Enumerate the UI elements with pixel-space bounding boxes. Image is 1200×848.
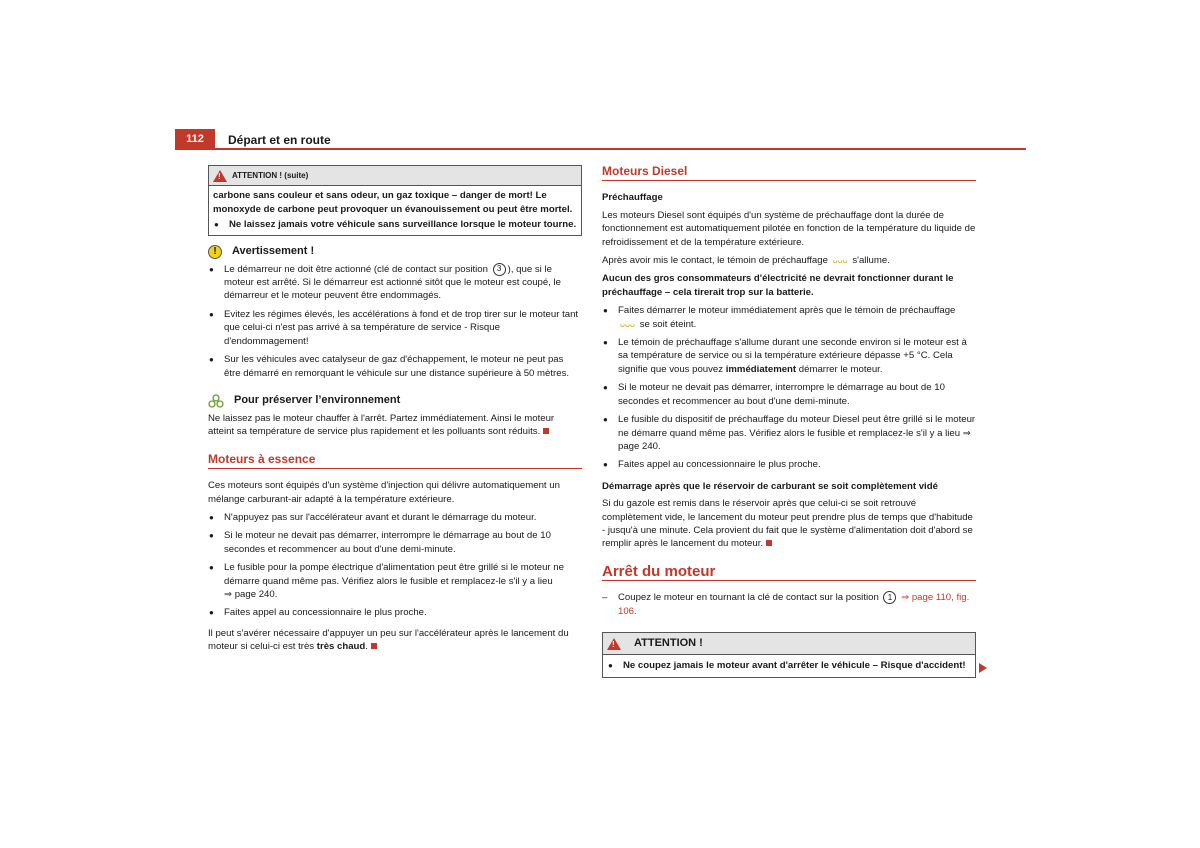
reservoir-heading: Démarrage après que le réservoir de carburant se soit complètement vidé (602, 480, 938, 492)
diesel-p2-pre: Après avoir mis le contact, le témoin de préchauffage (602, 255, 828, 267)
diesel-bullet-3: ● Si le moteur ne devait pas démarrer, interrompre le démarrage au bout de 10 secondes et recommencer au bout d'une demi-minute. (602, 381, 976, 408)
avertissement-bullet-3: ● Sur les véhicules avec catalyseur de gaz d'échappement, le moteur ne peut pas être démarré en remorquant le véhicule sur une distance supérieure à 50 mètres. (208, 353, 582, 380)
section-end-mark (371, 643, 377, 649)
page-240-link[interactable]: ⇒ page 240. (224, 588, 278, 600)
avertissement-bullet-1 (208, 263, 582, 303)
attention-continued-box (208, 165, 582, 236)
diesel-p1: Les moteurs Diesel sont équipés d'un système de préchauffage dont la durée de fonctionnement est automatiquement pilotée en fonction de la température du liquide de refroidissement et de la température extérieure. (602, 209, 976, 248)
diesel-b2-post: démarrer le moteur. (796, 363, 883, 375)
diesel-p2-post: s'allume. (852, 255, 890, 267)
arret-step (602, 591, 976, 618)
environnement-text-body: Ne laissez pas le moteur chauffer à l'arrêt. Partez immédiatement. Ainsi le moteur atteint sa température de service plus rapidement et les polluants sont réduits. (208, 412, 555, 438)
essence-outro-bold: très chaud (316, 641, 366, 653)
continue-arrow-icon (979, 663, 987, 673)
warning-triangle-icon: ! (607, 638, 621, 650)
warning-triangle-icon: ! (213, 170, 227, 182)
attention-continued-header (209, 166, 581, 186)
environnement-heading (208, 394, 582, 408)
diesel-bullet-1 (602, 304, 976, 331)
section-end-mark (766, 540, 772, 546)
diesel-p2 (602, 254, 976, 267)
essence-bullet-4: ● Faites appel au concessionnaire le plus proche. (208, 606, 582, 619)
essence-bullet-1: ● N'appuyez pas sur l'accélérateur avant et durant le démarrage du moteur. (208, 511, 582, 524)
attention-bullet: ● Ne coupez jamais le moteur avant d'arrêter le véhicule – Risque d'accident! (607, 659, 971, 672)
position-3-circle: 3 (493, 263, 506, 276)
avertissement-title: Avertissement ! (232, 244, 315, 257)
attention-continued-label: ATTENTION ! (suite) (232, 171, 309, 180)
position-1-circle: 1 (883, 591, 896, 604)
essence-intro: Ces moteurs sont équipés d'un système d'injection qui délivre automatiquement un mélange carburant-air adapté à la température extérieure. (208, 480, 560, 505)
diesel-bullet-2 (602, 336, 976, 376)
diesel-p3 (602, 497, 976, 551)
arret-section-title: Arrêt du moteur (602, 565, 976, 581)
diesel-b2-bold: immédiatement (725, 363, 797, 375)
avertissement-b1-post: ), que si le moteur est arrêté. Si le démarreur est actionné sitôt que le moteur est coupé, le démarreur et le moteur peuvent être endommagés. (224, 263, 562, 302)
diesel-bold-warning: Aucun des gros consommateurs d'électricité ne devrait fonctionner durant le préchauffage – cela tirerait trop sur la batterie. (602, 273, 954, 298)
header-rule (175, 148, 1026, 150)
environnement-title: Pour préserver l’environnement (234, 394, 401, 407)
right-column (602, 165, 976, 678)
attention-continued-text: carbone sans couleur et sans odeur, un gaz toxique – danger de mort! Le monoxyde de carbone peut provoquer un évanouissement ou peut être mortel. (213, 190, 573, 215)
avertissement-bullet-2: ● Evitez les régimes élevés, les accélérations à fond et de trop tirer sur le moteur tant que celui-ci n'est pas arrivé à sa température de service - Risque d'endommagement! (208, 308, 582, 348)
arret-step-text: Coupez le moteur en tournant la clé de contact sur la position (618, 592, 879, 604)
essence-outro-plain: moteur si celui-ci est très (208, 641, 315, 653)
environnement-text (208, 412, 582, 439)
section-end-mark (543, 428, 549, 434)
environment-icon (208, 394, 224, 408)
attention-label: ATTENTION ! (634, 637, 703, 649)
avertissement-heading (208, 245, 582, 259)
diesel-bullet-5: ● Faites appel au concessionnaire le plus proche. (602, 458, 976, 471)
prechauffage-heading: Préchauffage (602, 192, 663, 204)
essence-outro-end: . (365, 641, 368, 653)
attention-box (602, 632, 976, 678)
attention-body (603, 655, 975, 676)
diesel-b1-post: se soit éteint. (639, 318, 697, 330)
glow-plug-icon: ᴗᴗᴗ (832, 255, 848, 266)
caution-icon: ! (208, 245, 222, 259)
left-column (208, 165, 582, 659)
diesel-bullet-4: ● Le fusible du dispositif de préchauffage du moteur Diesel peut être grillé si le moteur ne démarre quand même pas. Vérifiez alors le fusible et remplacez-le s'il y a lieu ⇒ page 240. (602, 413, 976, 453)
attention-continued-body (209, 186, 581, 234)
diesel-b1-pre: Faites démarrer le moteur immédiatement après que le témoin de préchauffage (618, 305, 956, 317)
page-title: Départ et en route (228, 133, 331, 147)
attention-header (603, 633, 975, 655)
page-number: 112 (175, 129, 215, 149)
attention-continued-bullet: ● Ne laissez jamais votre véhicule sans surveillance lorsque le moteur tourne. (213, 218, 577, 231)
diesel-b2-pre: Le témoin de préchauffage s'allume durant une seconde environ si le moteur est à sa température de service ou si la température extérieure dépasse +5 °C. Cela signifie que vous pouvez (618, 337, 967, 375)
essence-section-title: Moteurs à essence (208, 453, 582, 469)
essence-outro: Il peut s'avérer nécessaire d'appuyer un peu sur l'accélérateur après le lancement du moteur si celui-ci est très très chaud. (208, 627, 569, 653)
diesel-section-title: Moteurs Diesel (602, 165, 976, 181)
avertissement-b1-pre: Le démarreur ne doit être actionné (clé de contact sur position (224, 263, 491, 275)
essence-bullet-3 (208, 561, 582, 601)
essence-b3-text: Le fusible pour la pompe électrique d'alimentation peut être grillé si le moteur ne démarre quand même pas. Vérifiez alors le fusible et remplacez-le s'il y a lieu (224, 562, 564, 587)
page-110-link[interactable]: ⇒ page 110, fig. 106. (618, 592, 970, 617)
diesel-p3-text: Si du gazole est remis dans le réservoir après que celui-ci se soit retrouvé complètement vide, le lancement du moteur peut prendre plus de temps que d'habitude - jusqu'à une minute. Cela provient du fait que le système d'alimentation doit d'abord se remplir après le lancement du moteur. (602, 498, 973, 550)
glow-plug-icon: ᴗᴗᴗ (620, 318, 636, 329)
essence-bullet-2: ● Si le moteur ne devait pas démarrer, interrompre le démarrage au bout de 10 secondes et recommencer au bout d'une demi-minute. (208, 529, 582, 556)
